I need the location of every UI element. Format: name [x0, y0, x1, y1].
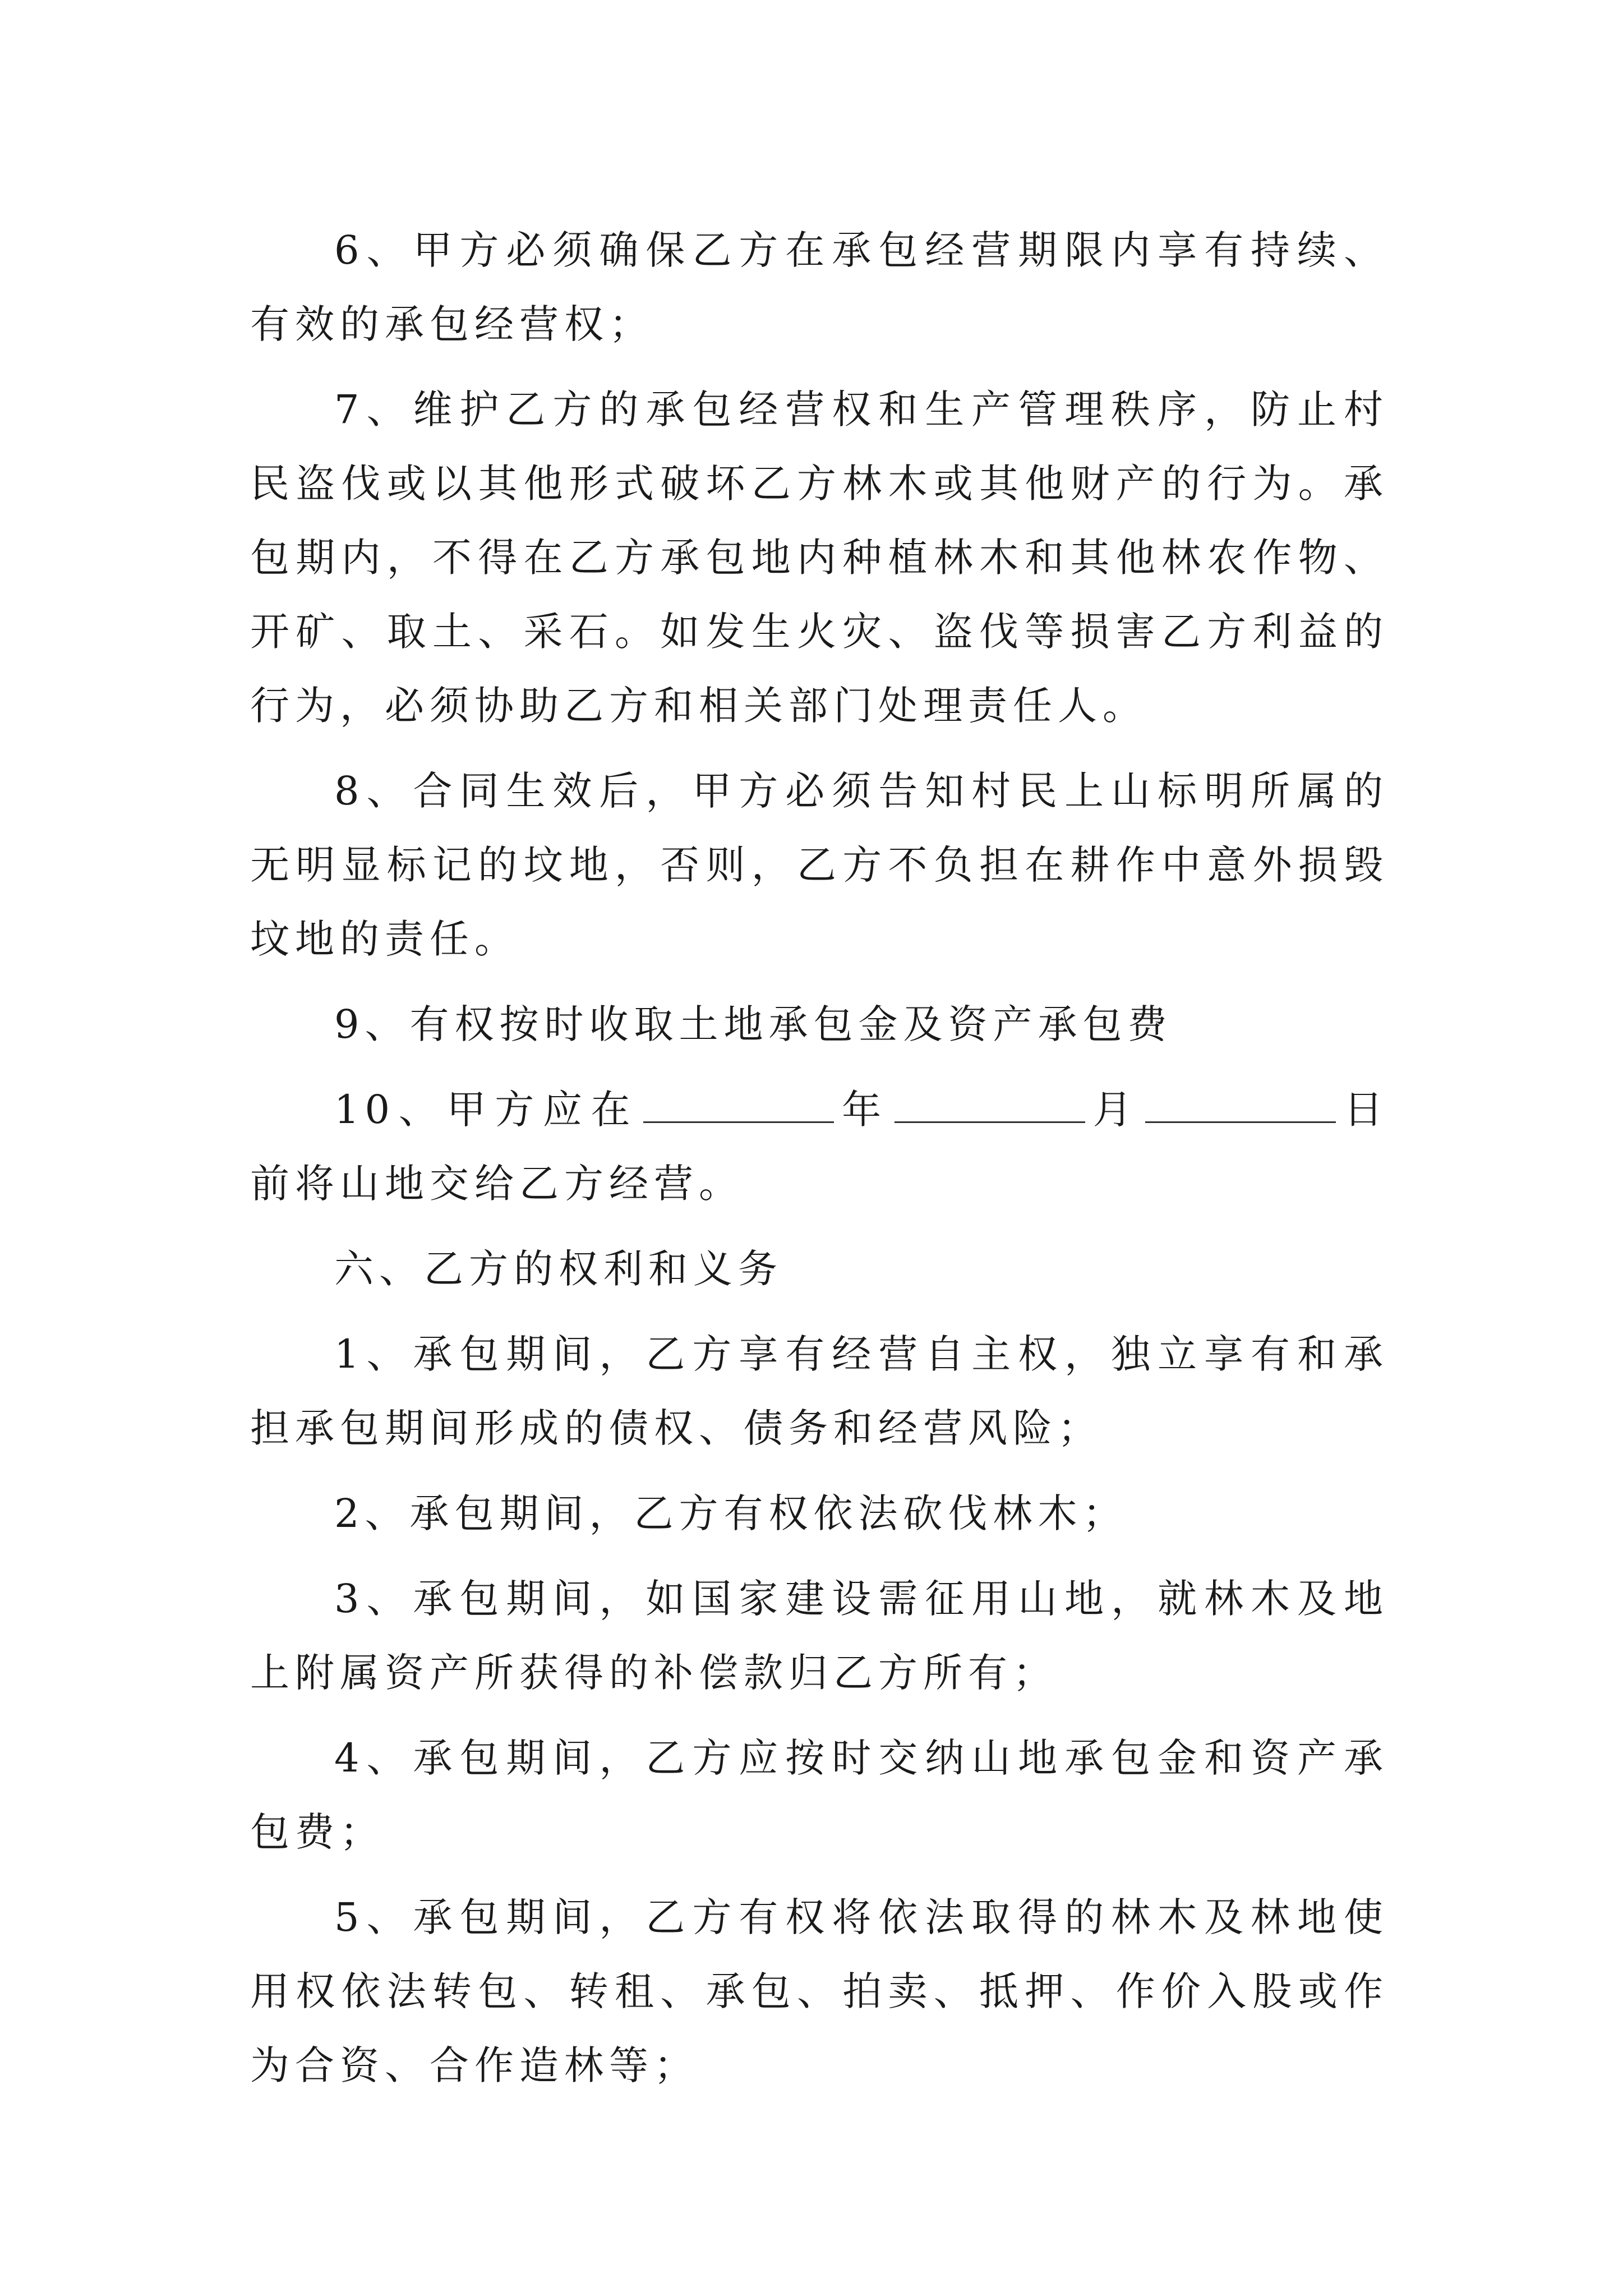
day-blank	[1145, 1088, 1336, 1123]
document-body	[250, 213, 1389, 2114]
year-blank	[643, 1088, 834, 1123]
clause-8: 8、合同生效后，甲方必须告知村民上山标明所属的无明显标记的坟地，否则，乙方不负担在耕作中意外损毁坟地的责任。	[250, 768, 1389, 962]
clause-10	[250, 1073, 1389, 1221]
month-blank	[895, 1088, 1085, 1123]
clause-7: 7、维护乙方的承包经营权和生产管理秩序，防止村民盗伐或以其他形式破坏乙方林木或其他财产的行为。承包期内，不得在乙方承包地内种植林木和其他林农作物、开矿、取土、采石。如发生火灾、盗伐等损害乙方利益的行为，必须协助乙方和相关部门处理责任人。	[250, 386, 1389, 729]
party-b-item-2: 2、承包期间，乙方有权依法砍伐林木；	[334, 1490, 1128, 1536]
clause-6: 6、甲方必须确保乙方在承包经营期限内享有持续、有效的承包经营权；	[250, 227, 1389, 347]
section-title-party-b: 六、乙方的权利和义务	[334, 1246, 783, 1292]
party-b-item-1: 1、承包期间，乙方享有经营自主权，独立享有和承担承包期间形成的债权、债务和经营风险；	[250, 1331, 1389, 1451]
day-label: 日前将山地交给乙方经营。	[250, 1087, 1389, 1207]
clause-10-prefix: 10、甲方应在	[334, 1087, 639, 1133]
party-b-item-5: 5、承包期间，乙方有权将依法取得的林木及林地使用权依法转包、转租、承包、拍卖、抵押、作价入股或作为合资、合作造林等；	[250, 1894, 1389, 2088]
month-label: 月	[1089, 1087, 1141, 1133]
clause-9: 9、有权按时收取土地承包金及资产承包费	[334, 1001, 1173, 1047]
year-label: 年	[838, 1087, 890, 1133]
party-b-item-3: 3、承包期间，如国家建设需征用山地，就林木及地上附属资产所获得的补偿款归乙方所有；	[250, 1576, 1389, 1696]
party-b-item-4: 4、承包期间，乙方应按时交纳山地承包金和资产承包费；	[250, 1735, 1389, 1855]
